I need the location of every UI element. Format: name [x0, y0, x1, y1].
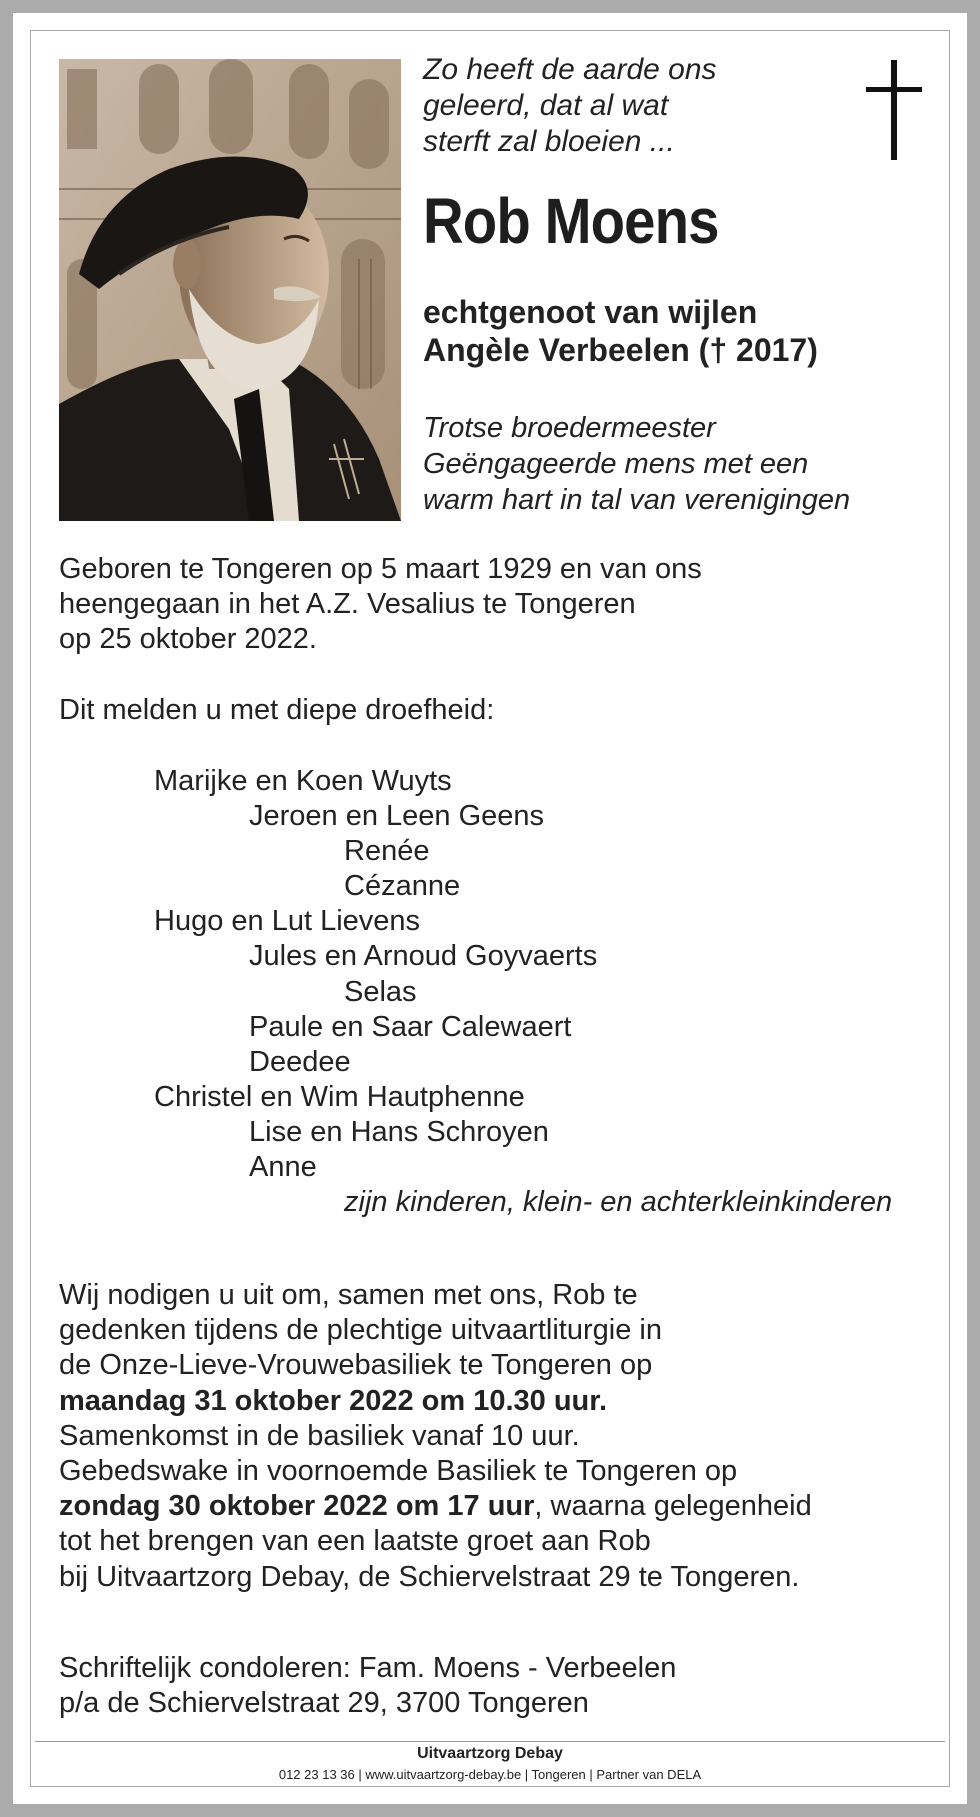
family-note: zijn kinderen, klein- en achterkleinkinderen	[344, 1186, 893, 1219]
family-member: Lise en Hans Schroyen	[249, 1115, 549, 1148]
vigil-date: zondag 30 oktober 2022 om 17 uur	[59, 1490, 535, 1523]
birth-line: op 25 oktober 2022.	[59, 623, 317, 656]
family-member: Jeroen en Leen Geens	[249, 800, 545, 833]
announcement-line: Dit melden u met diepe droefheid:	[59, 694, 495, 726]
invite-line: bij Uitvaartzorg Debay, de Schiervelstraat 29 te Tongeren.	[59, 1560, 800, 1593]
footer-info: 012 23 13 36 | www.uitvaartzorg-debay.be | Tongeren | Partner van DELA	[278, 1767, 702, 1782]
poem	[423, 52, 717, 160]
announcement	[59, 693, 494, 728]
family-member: Renée	[344, 835, 430, 868]
invite-line: Wij nodigen u uit om, samen met ons, Rob te	[59, 1279, 638, 1311]
tagline-line: Trotse broedermeester	[423, 412, 716, 444]
birth-paragraph	[59, 552, 702, 658]
footer-title: Uitvaartzorg Debay	[417, 1745, 563, 1762]
poem-line: geleerd, dat al wat	[423, 89, 669, 122]
invite-line	[59, 1489, 812, 1524]
family-member: Marijke en Koen Wuyts	[154, 765, 452, 797]
spouse-line	[423, 293, 818, 369]
cross-icon	[866, 60, 922, 160]
funeral-date: maandag 31 oktober 2022 om 10.30 uur.	[59, 1384, 608, 1417]
tagline-line: warm hart in tal van verenigingen	[423, 484, 851, 516]
poem-line: Zo heeft de aarde ons	[423, 53, 717, 86]
spouse-line-2: Angèle Verbeelen († 2017)	[423, 332, 818, 368]
invite-line: Samenkomst in de basiliek vanaf 10 uur.	[59, 1419, 580, 1452]
spouse-line-1: echtgenoot van wijlen	[423, 294, 758, 330]
family-member: Cézanne	[344, 870, 461, 903]
footer-divider	[35, 1741, 945, 1742]
family-member: Christel en Wim Hautphenne	[154, 1080, 525, 1113]
portrait-photo	[59, 59, 401, 521]
family-member: Selas	[344, 975, 417, 1008]
invitation-paragraph	[59, 1278, 812, 1595]
invite-line	[59, 1384, 812, 1419]
family-member: Anne	[249, 1151, 317, 1184]
tagline-line: Geëngageerde mens met een	[423, 448, 809, 480]
family-member: Jules en Arnoud Goyvaerts	[249, 940, 598, 973]
condolence-paragraph	[59, 1651, 676, 1721]
condolence-line: p/a de Schiervelstraat 29, 3700 Tongeren	[59, 1687, 589, 1720]
invite-line-rest: , waarna gelegenheid	[534, 1490, 812, 1523]
family-list	[59, 764, 892, 1220]
birth-line: heengegaan in het A.Z. Vesalius te Tongeren	[59, 588, 636, 621]
birth-line: Geboren te Tongeren op 5 maart 1929 en van ons	[59, 553, 702, 585]
condolence-line: Schriftelijk condoleren: Fam. Moens - Verbeelen	[59, 1652, 677, 1684]
tagline	[423, 410, 850, 518]
family-member: Deedee	[249, 1045, 351, 1078]
invite-line: gedenken tijdens de plechtige uitvaartliturgie in	[59, 1314, 662, 1347]
poem-line: sterft zal bloeien ...	[423, 125, 675, 158]
family-member: Paule en Saar Calewaert	[249, 1010, 572, 1043]
invite-line: Gebedswake in voornoemde Basiliek te Tongeren op	[59, 1455, 738, 1488]
invite-line: de Onze-Lieve-Vrouwebasiliek te Tongeren op	[59, 1349, 653, 1382]
invite-line: tot het brengen van een laatste groet aan Rob	[59, 1525, 651, 1558]
family-member: Hugo en Lut Lievens	[154, 905, 421, 938]
deceased-name: Rob Moens	[423, 185, 719, 257]
